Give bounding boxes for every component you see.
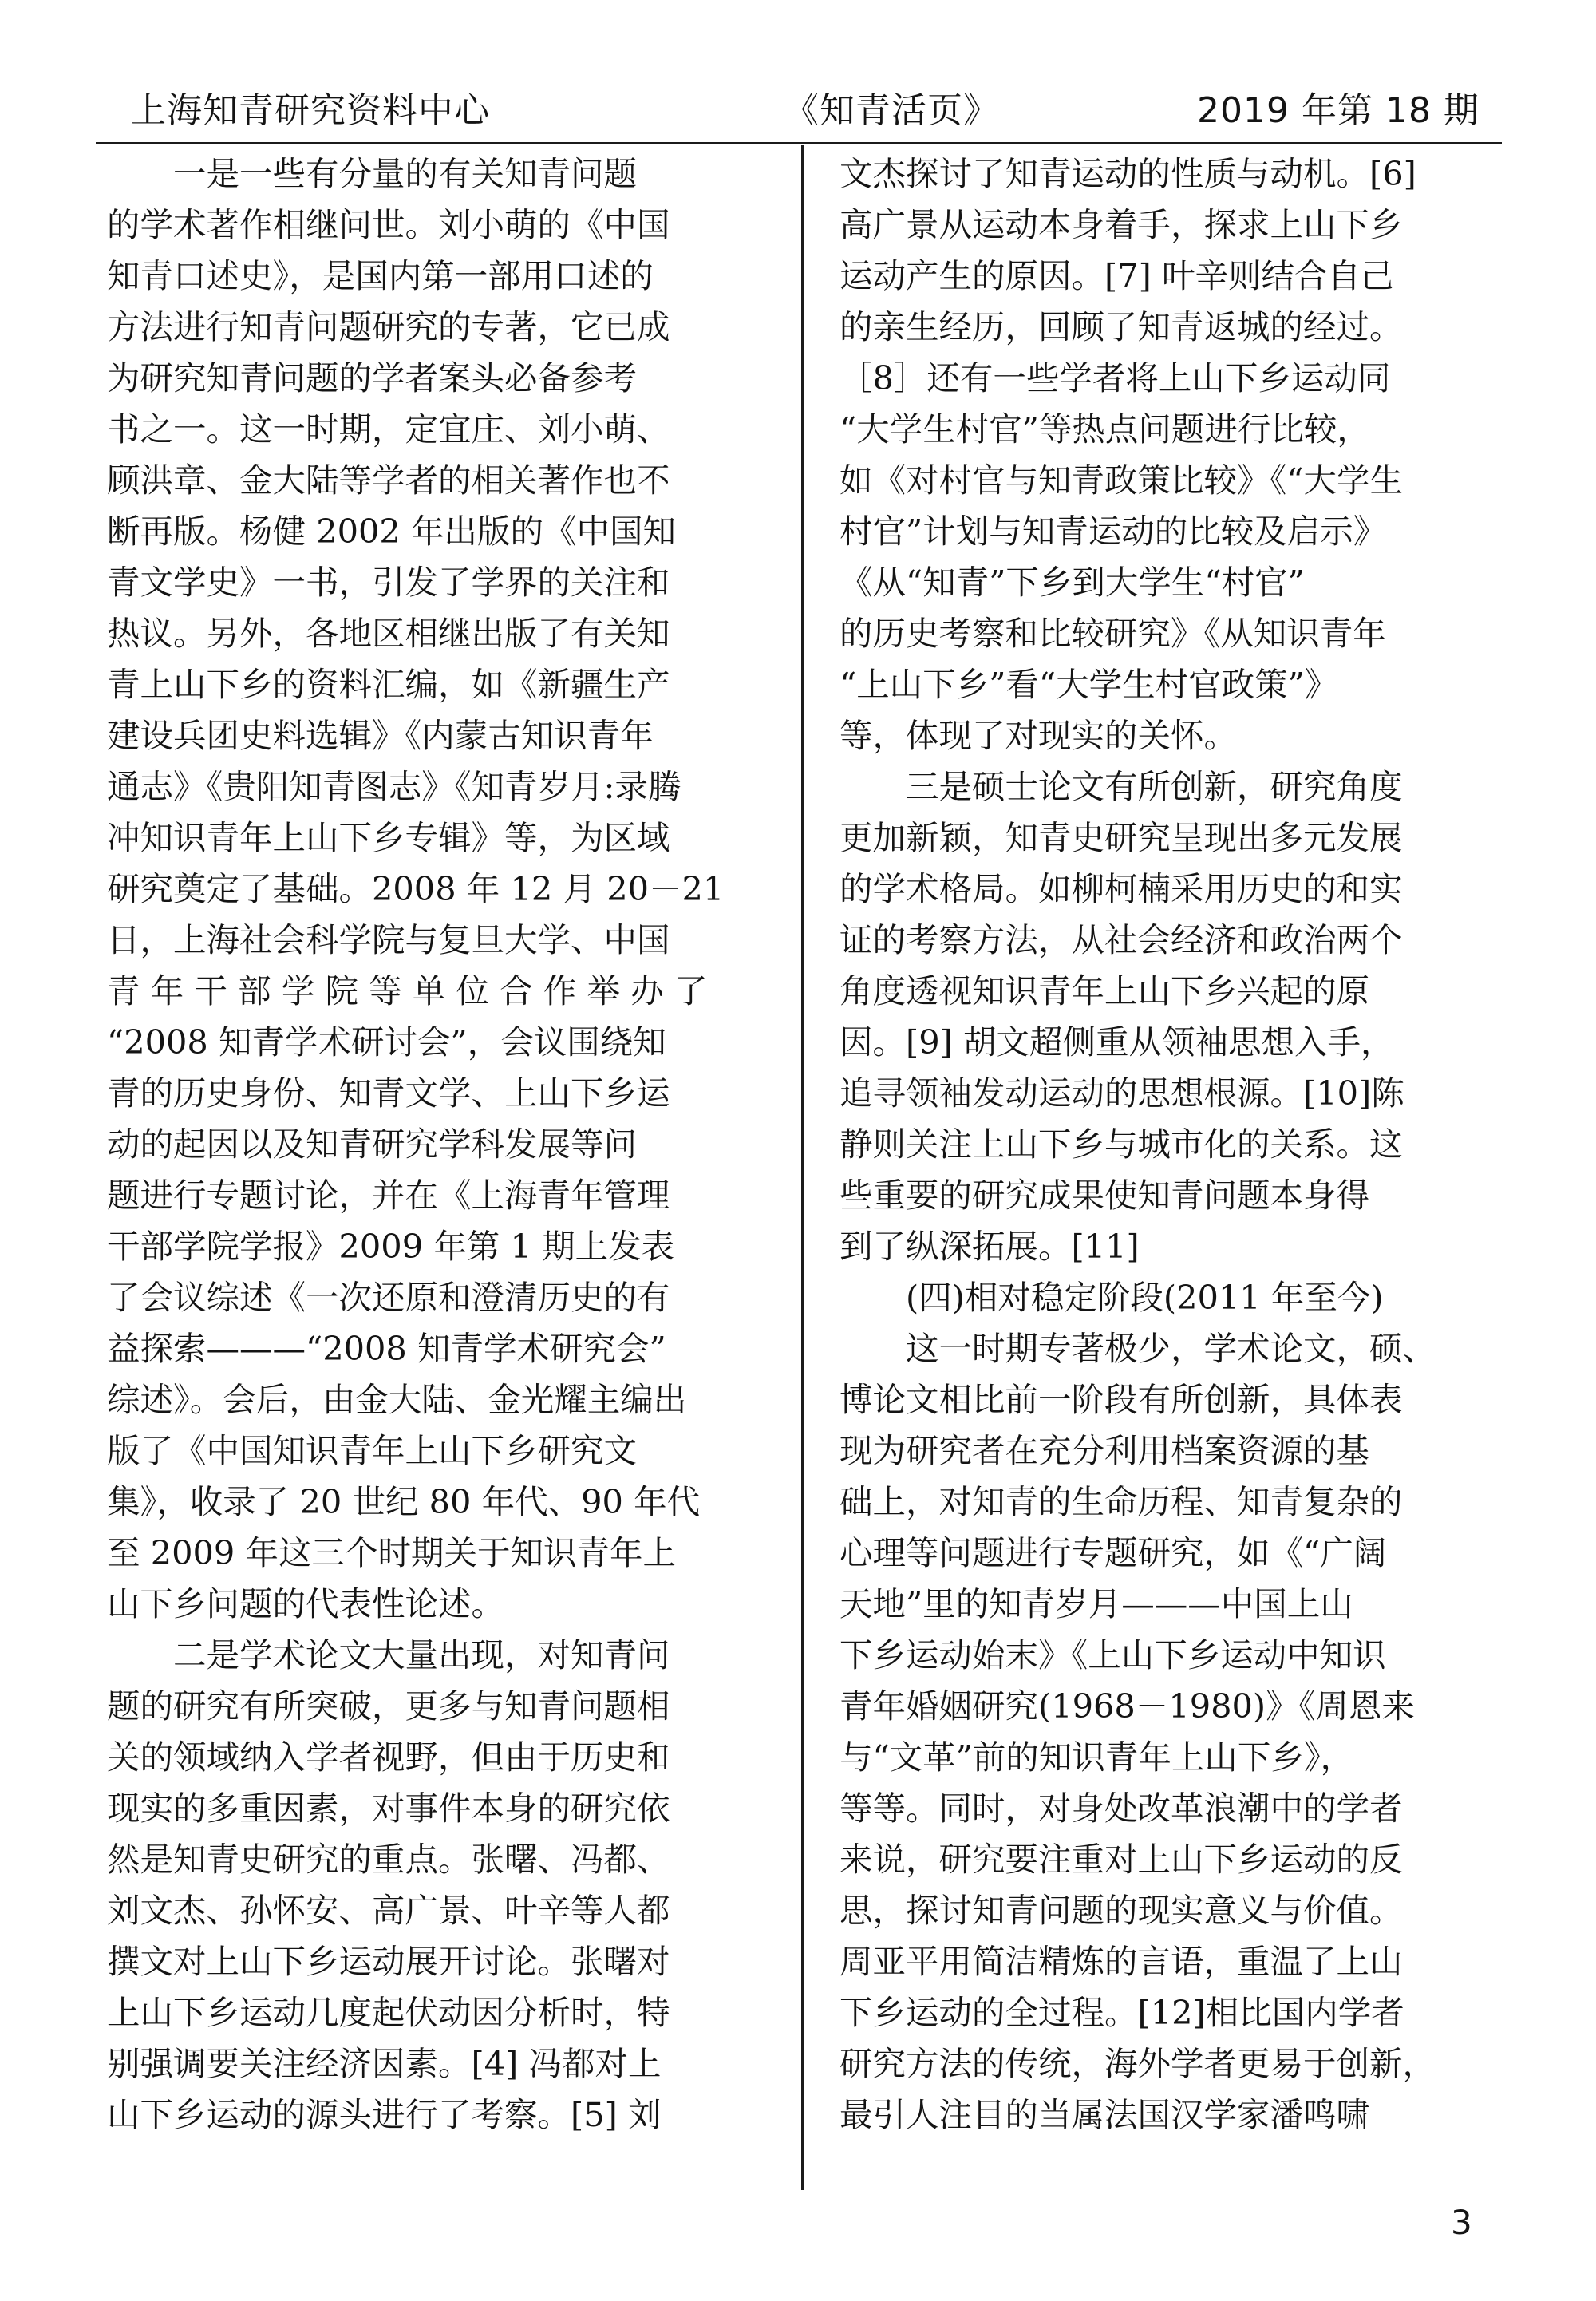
text-line: 综述》。会后，由金大陆、金光耀主编出 [107, 1380, 687, 1419]
text-line: 知青口述史》，是国内第一部用口述的 [107, 256, 654, 295]
text-line: 与“文革”前的知识青年上山下乡》， [839, 1738, 1354, 1777]
header-journal-title: 《知青活页》 [784, 90, 999, 131]
text-line: 益探索———“2008 知青学术研究会” [107, 1329, 666, 1368]
text-line: 建设兵团史料选辑》《内蒙古知识青年 [107, 716, 654, 755]
text-line: 如《对村官与知青政策比较》《“大学生 [839, 461, 1403, 500]
text-line: “上山下乡”看“大学生村官政策”》 [839, 665, 1338, 704]
text-line: 撰文对上山下乡运动展开讨论。张曙对 [107, 1942, 670, 1981]
text-line: 运动产生的原因。[7] 叶辛则结合自己 [839, 256, 1394, 295]
text-line: 一是一些有分量的有关知青问题 [107, 154, 638, 193]
text-line: 三是硕士论文有所创新，研究角度 [839, 767, 1403, 806]
text-line: 现为研究者在充分利用档案资源的基 [839, 1431, 1370, 1470]
text-line: 等，体现了对现实的关怀。 [839, 716, 1238, 755]
text-line: 角度透视知识青年上山下乡兴起的原 [839, 971, 1370, 1010]
text-line: 热议。另外，各地区相继出版了有关知 [107, 614, 670, 653]
text-line: 文杰探讨了知青运动的性质与动机。[6] [839, 154, 1416, 193]
text-line: 为研究知青问题的学者案头必备参考 [107, 358, 638, 397]
text-line: 冲知识青年上山下乡专辑》等，为区域 [107, 818, 670, 857]
text-line: 的亲生经历，回顾了知青返城的经过。 [839, 307, 1403, 346]
text-line: 日，上海社会科学院与复旦大学、中国 [107, 920, 670, 959]
header-issue: 2019 年第 18 期 [1197, 90, 1479, 131]
header-publisher: 上海知青研究资料中心 [131, 90, 490, 131]
text-line: 天地”里的知青岁月———中国上山 [839, 1584, 1353, 1623]
text-line: 更加新颖，知青史研究呈现出多元发展 [839, 818, 1403, 857]
text-line: 追寻领袖发动运动的思想根源。[10]陈 [839, 1073, 1404, 1113]
text-line: 二是学术论文大量出现，对知青问 [107, 1635, 670, 1674]
text-line: 研究方法的传统，海外学者更易于创新， [839, 2044, 1436, 2083]
text-line: 动的起因以及知青研究学科发展等问 [107, 1125, 638, 1164]
text-line: 因。[9] 胡文超侧重从领袖思想入手， [839, 1022, 1394, 1062]
text-line: 通志》《贵阳知青图志》《知青岁月:录腾 [107, 767, 681, 806]
text-line: 青上山下乡的资料汇编，如《新疆生产 [107, 665, 670, 704]
text-line: 上山下乡运动几度起伏动因分析时，特 [107, 1993, 670, 2032]
right-column [839, 148, 1487, 2141]
text-line: 的历史考察和比较研究》《从知识青年 [839, 614, 1386, 653]
text-line: 青文学史》一书，引发了学界的关注和 [107, 563, 670, 602]
text-line: 这一时期专著极少，学术论文，硕、 [839, 1329, 1436, 1368]
text-line: 了会议综述《一次还原和澄清历史的有 [107, 1278, 670, 1317]
text-line: 现实的多重因素，对事件本身的研究依 [107, 1789, 670, 1828]
text-line: 干部学院学报》2009 年第 1 期上发表 [107, 1227, 675, 1266]
text-line: 证的考察方法，从社会经济和政治两个 [839, 920, 1403, 959]
text-line: 山下乡问题的代表性论述。 [107, 1584, 505, 1623]
header-rule [96, 142, 1502, 144]
text-line: 集》，收录了 20 世纪 80 年代、90 年代 [107, 1482, 701, 1521]
text-line: “大学生村官”等热点问题进行比较， [839, 409, 1370, 449]
text-line: (四)相对稳定阶段(2011 年至今) [839, 1278, 1384, 1317]
text-line: 《从“知青”下乡到大学生“村官” [839, 563, 1305, 602]
text-line: 别强调要关注经济因素。[4] 冯都对上 [107, 2044, 662, 2083]
text-line: 书之一。这一时期，定宜庄、刘小萌、 [107, 409, 670, 449]
text-line: 版了《中国知识青年上山下乡研究文 [107, 1431, 638, 1470]
text-line: 村官”计划与知青运动的比较及启示》 [839, 512, 1387, 551]
text-line: 到了纵深拓展。[11] [839, 1227, 1140, 1266]
text-line: 青年婚姻研究(1968－1980)》《周恩来 [839, 1686, 1415, 1726]
text-line: 题的研究有所突破，更多与知青问题相 [107, 1686, 670, 1726]
text-line: 关的领域纳入学者视野，但由于历史和 [107, 1738, 670, 1777]
text-line: 高广景从运动本身着手，探求上山下乡 [839, 205, 1403, 244]
text-line: 博论文相比前一阶段有所创新，具体表 [839, 1380, 1403, 1419]
text-line: 些重要的研究成果使知青问题本身得 [839, 1176, 1370, 1215]
text-line: 周亚平用简洁精炼的言语，重温了上山 [839, 1942, 1403, 1981]
text-line: 静则关注上山下乡与城市化的关系。这 [839, 1125, 1403, 1164]
text-line: 山下乡运动的源头进行了考察。[5] 刘 [107, 2095, 662, 2134]
text-line: 青的历史身份、知青文学、上山下乡运 [107, 1073, 670, 1113]
text-line: 的学术格局。如柳柯楠采用历史的和实 [839, 869, 1403, 908]
text-line: 青 年 干 部 学 院 等 单 位 合 作 举 办 了 [107, 971, 708, 1010]
text-line: 思，探讨知青问题的现实意义与价值。 [839, 1891, 1403, 1930]
text-line: 方法进行知青问题研究的专著，它已成 [107, 307, 670, 346]
text-line: 的学术著作相继问世。刘小萌的《中国 [107, 205, 670, 244]
left-column [107, 148, 761, 2141]
text-line: ［8］还有一些学者将上山下乡运动同 [839, 358, 1391, 397]
text-line: 刘文杰、孙怀安、高广景、叶辛等人都 [107, 1891, 670, 1930]
text-line: 来说，研究要注重对上山下乡运动的反 [839, 1840, 1403, 1879]
text-line: 心理等问题进行专题研究，如《“广阔 [839, 1533, 1387, 1572]
column-divider [801, 145, 804, 2190]
page-header [128, 77, 1479, 140]
text-line: 础上，对知青的生命历程、知青复杂的 [839, 1482, 1403, 1521]
text-line: 等等。同时，对身处改革浪潮中的学者 [839, 1789, 1403, 1828]
text-line: 研究奠定了基础。2008 年 12 月 20－21 [107, 869, 725, 908]
text-line: 题进行专题讨论，并在《上海青年管理 [107, 1176, 670, 1215]
text-line: 下乡运动的全过程。[12]相比国内学者 [839, 1993, 1404, 2032]
text-line: 下乡运动始末》《上山下乡运动中知识 [839, 1635, 1386, 1674]
text-line: 然是知青史研究的重点。张曙、冯都、 [107, 1840, 670, 1879]
text-line: 顾洪章、金大陆等学者的相关著作也不 [107, 461, 670, 500]
text-line: 至 2009 年这三个时期关于知识青年上 [107, 1533, 676, 1572]
text-line: 最引人注目的当属法国汉学家潘鸣啸 [839, 2095, 1370, 2134]
text-line: 断再版。杨健 2002 年出版的《中国知 [107, 512, 676, 551]
page-number: 3 [1451, 2203, 1472, 2242]
text-line: “2008 知青学术研讨会”，会议围绕知 [107, 1022, 666, 1062]
